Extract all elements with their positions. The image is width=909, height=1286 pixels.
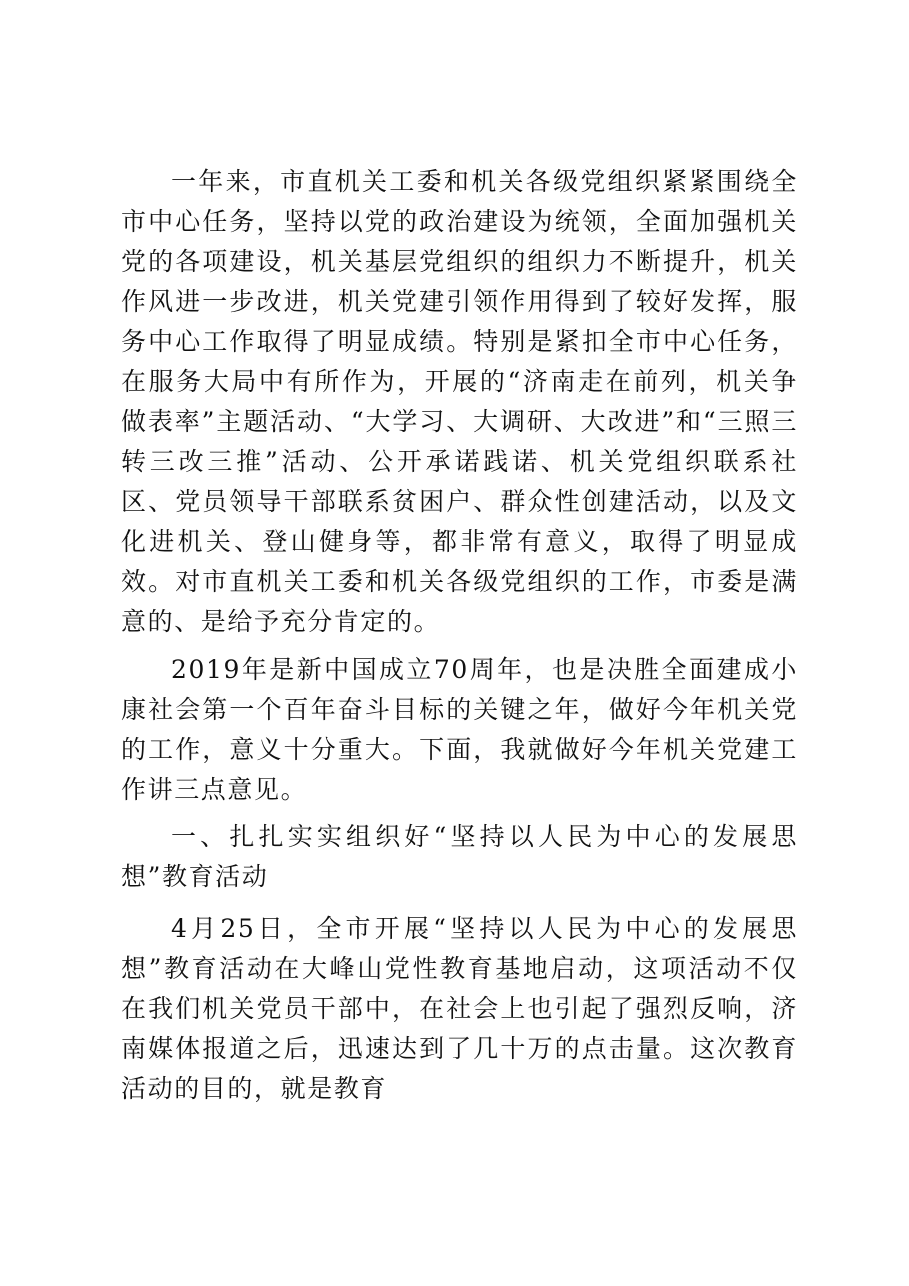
section-heading-1: 一、扎扎实实组织好“坚持以人民为中心的发展思想”教育活动 (121, 822, 798, 891)
paragraph-intro: 一年来，市直机关工委和机关各级党组织紧紧围绕全市中心任务，坚持以党的政治建设为统领，全面加强机关党的各项建设，机关基层党组织的组织力不断提升，机关作风进一步改进，机关党建引领作用得到了较好发挥，服务中心工作取得了明显成绩。特别是紧扣全市中心任务，在服务大局中有所作为，开展的“济南走在前列，机关争做表率”主题活动、“大学习、大调研、大改进”和“三照三转三改三推”活动、公开承诺践诺、机关党组织联系社区、党员领导干部联系贫困户、群众性创建活动，以及文化进机关、登山健身等，都非常有意义，取得了明显成效。对市直机关工委和机关各级党组织的工作，市委是满意的、是给予充分肯定的。 (121, 167, 798, 636)
paragraph-april-25: 4月25日，全市开展“坚持以人民为中心的发展思想”教育活动在大峰山党性教育基地启动，这项活动不仅在我们机关党员干部中，在社会上也引起了强烈反响，济南媒体报道之后，迅速达到了几十万的点击量。这次教育活动的目的，就是教育 (121, 914, 798, 1103)
document-body (121, 162, 798, 1109)
paragraph-2019: 2019年是新中国成立70周年，也是决胜全面建成小康社会第一个百年奋斗目标的关键之年，做好今年机关党的工作，意义十分重大。下面，我就做好今年机关党建工作讲三点意见。 (121, 655, 798, 804)
